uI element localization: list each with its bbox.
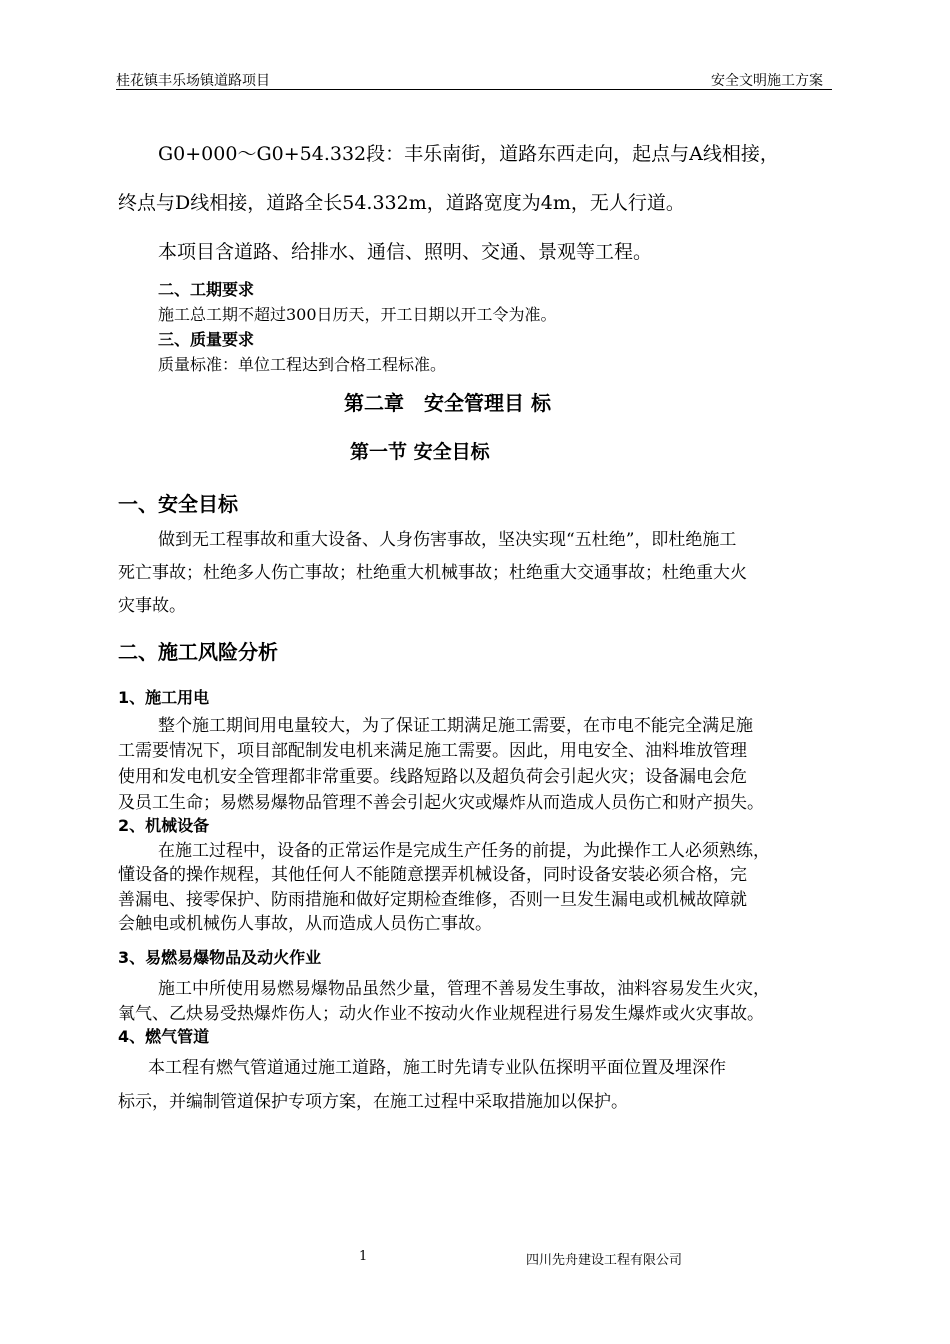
risk-3-line: 氧气、乙炔易受热爆炸伤人；动火作业不按动火作业规程进行易发生爆炸或火灾事故。	[118, 1004, 764, 1024]
page-number: 1	[359, 1249, 368, 1264]
footer-company: 四川先舟建设工程有限公司	[526, 1253, 683, 1268]
risk-1-line: 工需要情况下，项目部配制发电机来满足施工需要。因此，用电安全、油料堆放管理	[118, 741, 747, 761]
risk-4-heading: 4、燃气管道	[118, 1027, 210, 1046]
risk-1-heading: 1、施工用电	[118, 688, 210, 707]
risk-1-line: 及员工生命；易燃易爆物品管理不善会引起火灾或爆炸从而造成人员伤亡和财产损失。	[118, 793, 764, 813]
header-right: 安全文明施工方案	[711, 73, 823, 89]
header-left: 桂花镇丰乐场镇道路项目	[116, 73, 270, 89]
section-title: 第一节 安全目标	[350, 441, 490, 463]
intro-line-1: G0+000～G0+54.332段：丰乐南街，道路东西走向，起点与A线相接，	[158, 143, 779, 165]
goal-line-2: 死亡事故；杜绝多人伤亡事故；杜绝重大机械事故；杜绝重大交通事故；杜绝重大火	[118, 563, 747, 583]
intro-line-3: 本项目含道路、给排水、通信、照明、交通、景观等工程。	[158, 241, 653, 263]
risk-3-line: 施工中所使用易燃易爆物品虽然少量，管理不善易发生事故，油料容易发生火灾，	[158, 979, 770, 999]
risk-3-heading: 3、易燃易爆物品及动火作业	[118, 948, 322, 967]
goal-line-3: 灾事故。	[118, 596, 186, 616]
risk-4-line: 本工程有燃气管道通过施工道路，施工时先请专业队伍探明平面位置及埋深作	[148, 1058, 726, 1078]
risk-1-line: 使用和发电机安全管理都非常重要。线路短路以及超负荷会引起火灾；设备漏电会危	[118, 767, 747, 787]
risk-2-line: 善漏电、接零保护、防雨措施和做好定期检查维修，否则一旦发生漏电或机械故障就	[118, 890, 747, 910]
goal-line-1: 做到无工程事故和重大设备、人身伤害事故，坚决实现“五杜绝”，即杜绝施工	[158, 530, 737, 550]
risk-2-heading: 2、机械设备	[118, 816, 210, 835]
risk-1-line: 整个施工期间用电量较大，为了保证工期满足施工需要，在市电不能完全满足施	[158, 716, 753, 736]
chapter-title: 第二章 安全管理目 标	[344, 391, 551, 415]
risk-2-line: 懂设备的操作规程，其他任何人不能随意摆弄机械设备，同时设备安装必须合格，完	[118, 865, 747, 885]
header-divider	[116, 89, 832, 90]
risk-heading: 二、施工风险分析	[118, 640, 278, 664]
goal-heading: 一、安全目标	[118, 492, 238, 516]
schedule-heading: 二、工期要求	[158, 280, 255, 299]
quality-heading: 三、质量要求	[158, 330, 255, 349]
risk-2-line: 在施工过程中，设备的正常运作是完成生产任务的前提，为此操作工人必须熟练，	[158, 841, 770, 861]
schedule-text: 施工总工期不超过300日历天，开工日期以开工令为准。	[158, 305, 557, 324]
intro-line-2: 终点与D线相接，道路全长54.332m，道路宽度为4m，无人行道。	[118, 192, 685, 214]
risk-4-line: 标示，并编制管道保护专项方案，在施工过程中采取措施加以保护。	[118, 1092, 628, 1112]
quality-text: 质量标准：单位工程达到合格工程标准。	[158, 355, 447, 374]
risk-2-line: 会触电或机械伤人事故，从而造成人员伤亡事故。	[118, 914, 492, 934]
